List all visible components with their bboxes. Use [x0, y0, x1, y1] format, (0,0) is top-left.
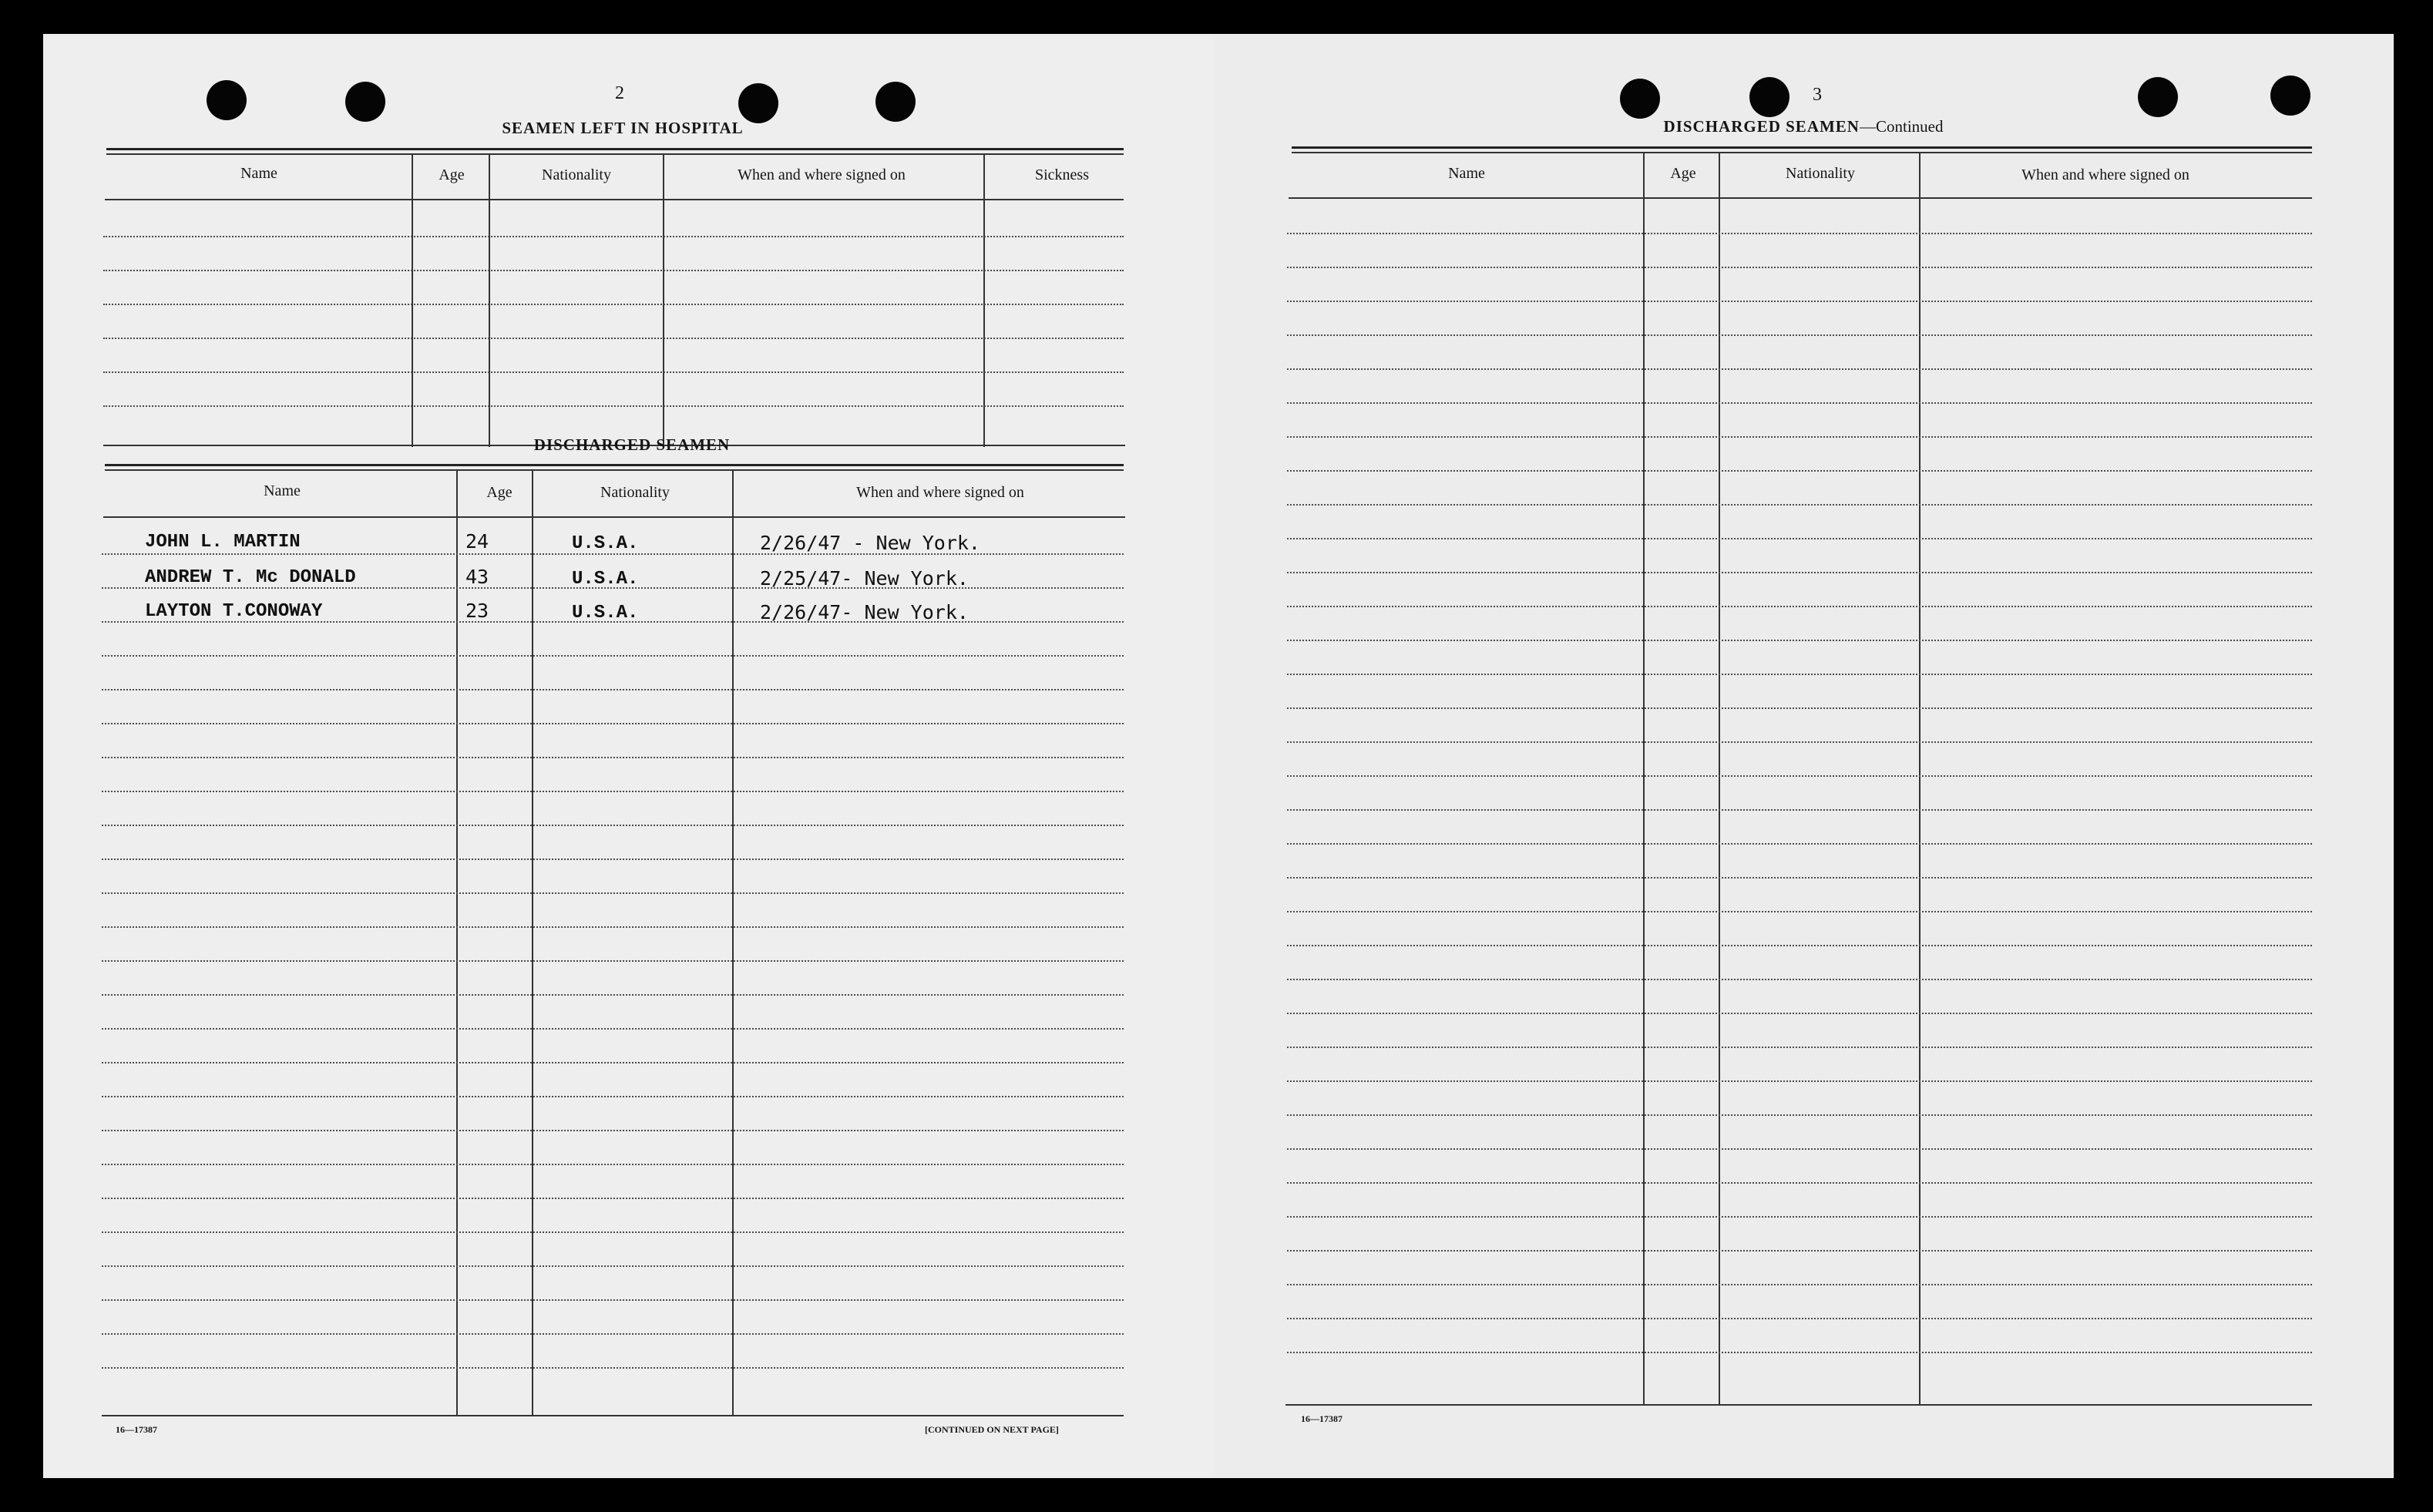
section-title-suffix: —Continued: [1859, 117, 1944, 136]
col-signed-on: When and where signed on: [2021, 166, 2189, 183]
name-cell: JOHN L. MARTIN: [145, 532, 301, 553]
discharged-col-signed-on: When and where signed on: [856, 484, 1024, 501]
punch-hole: [2270, 76, 2310, 116]
age-cell: 23: [465, 600, 489, 622]
col-nationality: Nationality: [1786, 165, 1855, 182]
hospital-col-signed-on: When and where signed on: [738, 166, 906, 183]
col-age: Age: [1670, 165, 1696, 182]
discharged-col-age: Age: [486, 484, 512, 501]
name-cell: ANDREW T. Mc DONALD: [145, 567, 356, 588]
punch-hole: [1749, 77, 1789, 117]
hospital-col-nationality: Nationality: [542, 166, 611, 183]
form-number: 16—17387: [116, 1424, 157, 1435]
discharged-section-title: DISCHARGED SEAMEN: [533, 435, 731, 454]
nationality-cell: U.S.A.: [572, 569, 639, 590]
signed-on-cell: 2/26/47- New York.: [760, 601, 969, 623]
hospital-col-sickness: Sickness: [1035, 166, 1089, 183]
age-cell: 43: [465, 566, 489, 588]
signed-on-cell: 2/26/47 - New York.: [760, 532, 980, 554]
hospital-col-age: Age: [439, 166, 465, 183]
form-number: 16—17387: [1301, 1413, 1343, 1424]
punch-hole: [207, 80, 247, 120]
hospital-col-name: Name: [240, 165, 277, 182]
discharged-col-nationality: Nationality: [600, 484, 670, 501]
hospital-section-title: SEAMEN LEFT IN HOSPITAL: [502, 119, 744, 137]
page-number: 3: [1813, 85, 1822, 105]
right-page: [1215, 34, 2394, 1478]
age-cell: 24: [465, 530, 489, 553]
nationality-cell: U.S.A.: [572, 603, 639, 623]
section-title-main: DISCHARGED SEAMEN: [1663, 117, 1860, 136]
discharged-col-name: Name: [264, 482, 301, 499]
punch-hole: [738, 83, 778, 123]
punch-hole: [1620, 79, 1660, 119]
name-cell: LAYTON T.CONOWAY: [145, 601, 323, 622]
punch-hole: [345, 82, 385, 122]
left-page: [43, 34, 1215, 1478]
col-name: Name: [1448, 165, 1485, 182]
punch-hole: [875, 82, 916, 122]
continued-note: [CONTINUED ON NEXT PAGE]: [925, 1424, 1059, 1435]
signed-on-cell: 2/25/47- New York.: [760, 567, 969, 590]
nationality-cell: U.S.A.: [572, 533, 639, 554]
page-number: 2: [615, 83, 624, 103]
punch-hole: [2138, 77, 2178, 117]
section-title: [1664, 117, 1944, 136]
